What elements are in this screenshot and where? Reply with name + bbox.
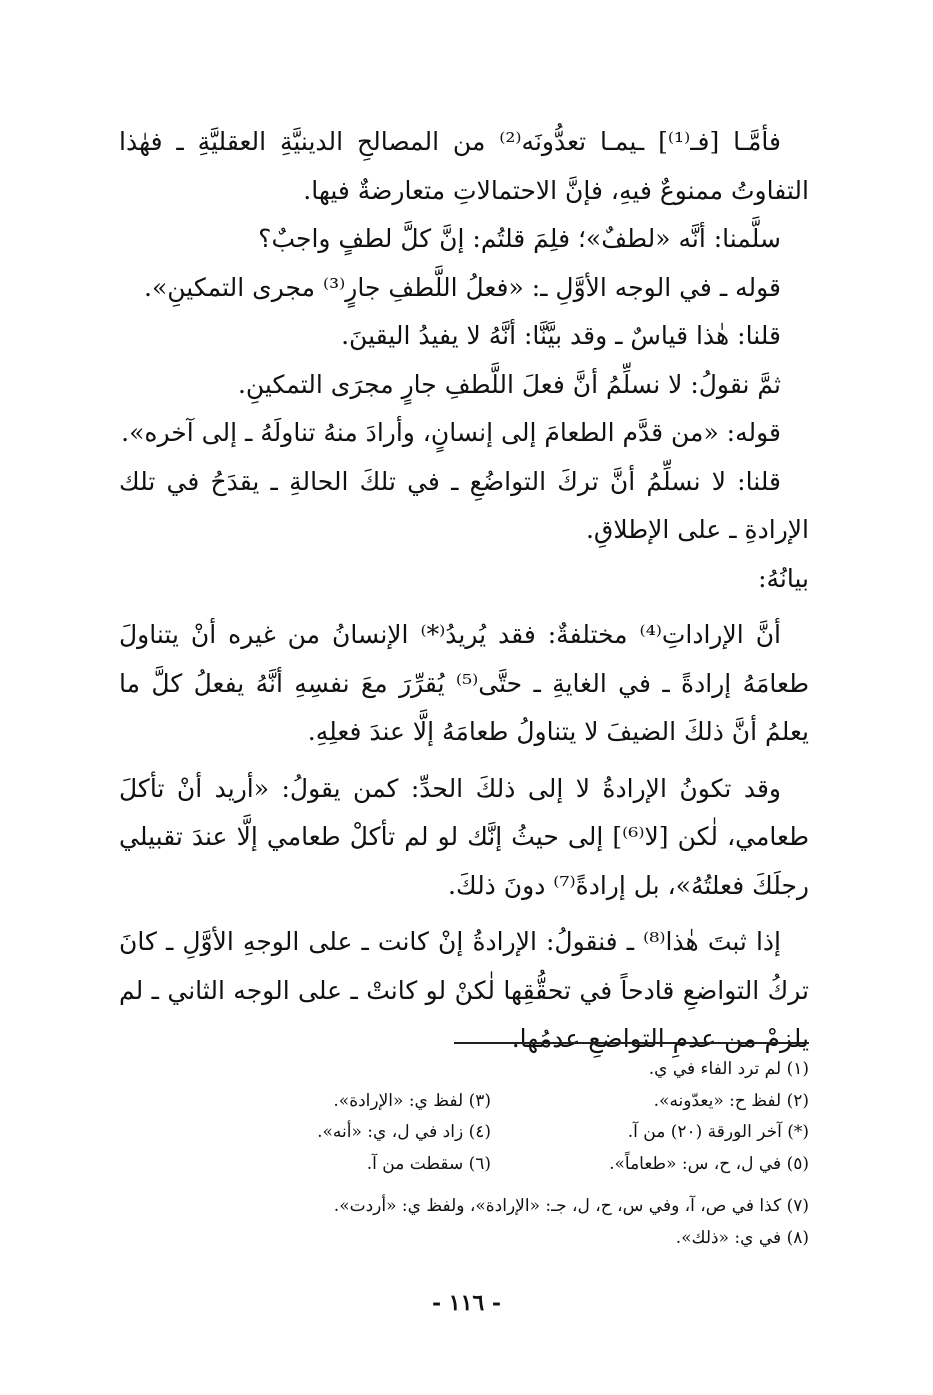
footnote-6: (٦) سقطت من آ. [366, 1153, 491, 1174]
footnote-star: (*) آخر الورقة (٢٠) من آ. [627, 1122, 809, 1142]
paragraph-2: سلَّمنا: أنَّه «لطفٌ»؛ فلِمَ قلتُم: إنَّ كلَّ لطفٍ واجبٌ؟ [258, 224, 781, 253]
footnote-1: (١) لم ترد الفاء في ي. [648, 1059, 809, 1079]
paragraph-11: إذا ثبتَ هٰذا⁽⁸⁾ ـ فنقولُ: الإرادةُ إنْ كانت ـ على الوجهِ الأوَّلِ ـ كانَ تركُ التواضعِ قادحاً في تحقُّقِها لٰكنْ لو كانتْ ـ على الوجه الثاني ـ لم يلزمْ من عدمِ التواضعِ عدمُها. [119, 927, 809, 1053]
footnote-5: (٥) في ل، ح، س: «طعاماً». [609, 1153, 809, 1174]
paragraph-9: أنَّ الإراداتِ⁽⁴⁾ مختلفةٌ: فقد يُريدُ⁽*⁾ الإنسانُ من غيره أنْ يتناولَ طعامَهُ إرادةً ـ في الغايةِ ـ حتَّى⁽⁵⁾ يُقرِّرَ معَ نفسِهِ أنَّهُ يفعلُ كلَّ ما يعلمُ أنَّ ذلكَ الضيفَ لا يتناولُ طعامَهُ إلَّا عندَ فعلِهِ. [119, 620, 810, 746]
footnote-line-1 [119, 1054, 809, 1086]
footnote-line-2 [119, 1086, 809, 1118]
paragraph-8-heading: بيانُهُ: [758, 563, 809, 593]
footnote-line-3 [119, 1117, 809, 1149]
main-text [119, 118, 809, 1064]
paragraph-4: قلنا: هٰذا قياسٌ ـ وقد بيَّنَّا: أنَّهُ لا يفيدُ اليقينَ. [341, 321, 781, 350]
footnote-2: (٢) لفظ ح: «يعدّونه». [653, 1090, 809, 1111]
footnote-line-5 [119, 1191, 809, 1223]
paragraph-6: قوله: «من قدَّم الطعامَ إلى إنسانٍ، وأرادَ منهُ تناولَهُ ـ إلى آخره». [121, 418, 781, 447]
footnote-line-4 [119, 1149, 809, 1181]
paragraph-7: قلنا: لا نسلِّمُ أنَّ تركَ التواضُعِ ـ في تلكَ الحالةِ ـ يقدَحُ في تلك الإرادةِ ـ على الإطلاقِ. [119, 466, 809, 544]
footnote-8: (٨) في ي: «ذلك». [675, 1227, 809, 1248]
footnote-line-6 [119, 1223, 809, 1255]
footnote-3: (٣) لفظ ي: «الإرادة». [333, 1090, 491, 1111]
footnote-7: (٧) كذا في ص، آ، وفي س، ح، ل، جـ: «الإرادة»، ولفظ ي: «أردت». [333, 1196, 809, 1216]
paragraph-1: فأمَّـا [فـ⁽¹⁾] ـيمـا تعدُّونَه⁽²⁾ من المصالحِ الدينيَّةِ العقليَّةِ ـ فهٰذا التفاوتُ ممنوعٌ فيهِ، فإنَّ الاحتمالاتِ متعارضةٌ فيها. [119, 127, 809, 205]
paragraph-5: ثمَّ نقولُ: لا نسلِّمُ أنَّ فعلَ اللَّطفِ جارٍ مجرَى التمكينِ. [237, 369, 781, 399]
page-number: - ١١٦ - [431, 1290, 502, 1316]
footnote-4: (٤) زاد في ل، ي: «أنه». [317, 1122, 491, 1142]
footnotes [119, 1042, 809, 1254]
paragraph-3: قوله ـ في الوجه الأوَّلِ ـ: «فعلُ اللَّطفِ جارٍ⁽³⁾ مجرى التمكينِ». [144, 272, 781, 302]
paragraph-10: وقد تكونُ الإرادةُ لا إلى ذلكَ الحدِّ: كمن يقولُ: «أريد أنْ تأكلَ طعامي، لٰكن [لا⁽⁶⁾] إلى حيثُ إنَّك لو لم تأكلْ طعامي إلَّا عندَ تقبيلي رجلَكَ فعلتُهُ»، بل إرادةً⁽⁷⁾ دونَ ذلكَ. [119, 773, 809, 900]
footnote-separator [454, 1042, 809, 1044]
